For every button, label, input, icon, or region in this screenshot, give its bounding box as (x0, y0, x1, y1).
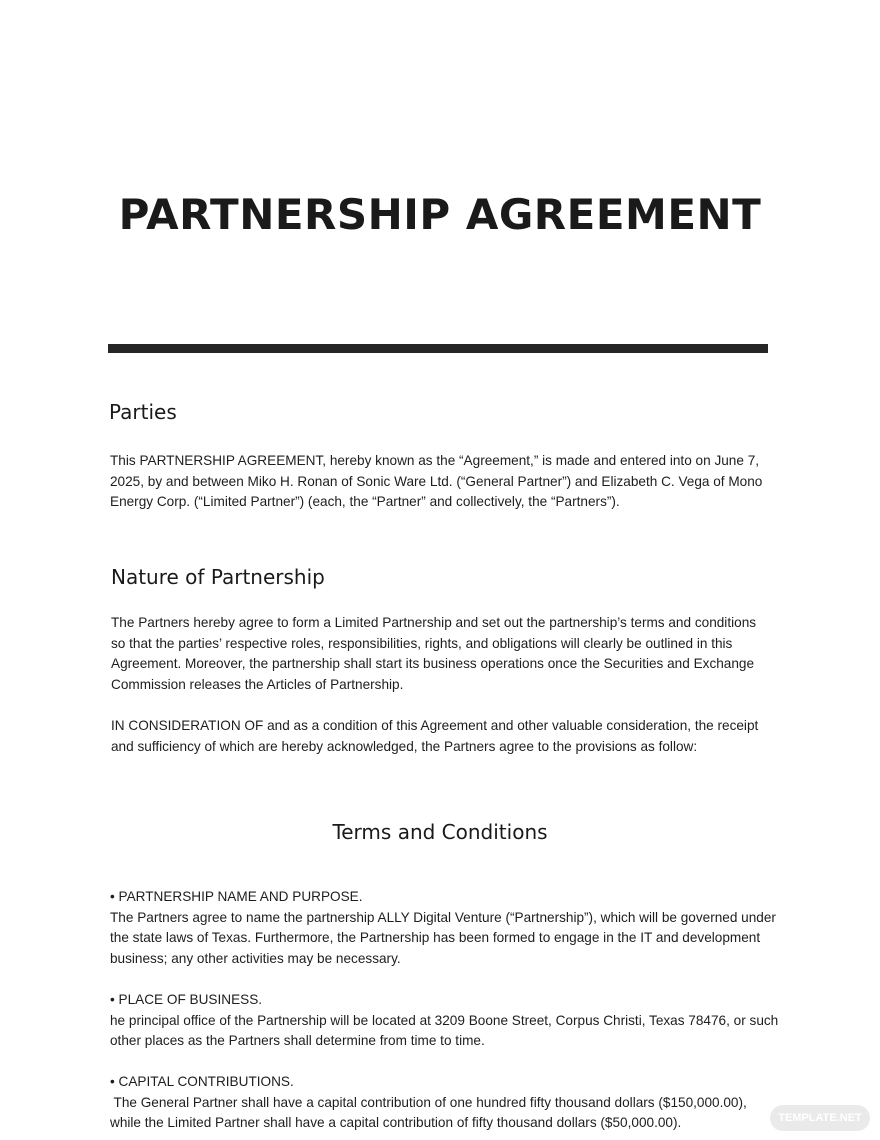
term-item (110, 990, 778, 1052)
text-line: 2025, by and between Miko H. Ronan of Sonic Ware Ltd. (“General Partner”) and Elizabeth C. Vega of Mono (110, 473, 763, 489)
text-line: Agreement. Moreover, the partnership shall start its business operations once the Securities and Exchange (111, 656, 755, 672)
text-line: Energy Corp. (“Limited Partner”) (each, the “Partner” and collectively, the “Partners”). (110, 494, 620, 510)
text-line: so that the parties’ respective roles, responsibilities, rights, and obligations will clearly be outlined in this (111, 635, 733, 651)
nature-paragraph-2 (111, 716, 758, 757)
title-divider (108, 344, 768, 353)
text-line: The General Partner shall have a capital contribution of one hundred fifty thousand dollars ($150,000.00), (110, 1094, 747, 1110)
text-line: This PARTNERSHIP AGREEMENT, hereby known as the “Agreement,” is made and entered into on June 7, (110, 453, 760, 468)
text-line: The Partners hereby agree to form a Limited Partnership and set out the partnership’s terms and conditions (111, 615, 757, 630)
text-line: other places as the Partners shall determine from time to time. (110, 1033, 485, 1049)
text-line: business; any other activities may be necessary. (110, 950, 401, 966)
text-line: and sufficiency of which are hereby acknowledged, the Partners agree to the provisions as follow: (111, 738, 698, 754)
parties-paragraph (110, 451, 762, 513)
text-line: the state laws of Texas. Furthermore, the Partnership has been formed to engage in the IT and development (110, 930, 761, 946)
text-line: he principal office of the Partnership will be located at 3209 Boone Street, Corpus Christi, Texas 78476, or such (110, 1012, 779, 1028)
term-item (110, 887, 776, 969)
terms-heading: Terms and Conditions (332, 820, 548, 844)
term-title: • PARTNERSHIP NAME AND PURPOSE. (110, 889, 363, 904)
watermark-badge: TEMPLATE.NET (770, 1105, 870, 1131)
parties-heading: Parties (109, 400, 177, 424)
term-title: • CAPITAL CONTRIBUTIONS. (110, 1074, 294, 1089)
term-item (110, 1072, 747, 1134)
text-line: IN CONSIDERATION OF and as a condition of this Agreement and other valuable consideration, the receipt (111, 718, 759, 733)
nature-heading: Nature of Partnership (111, 565, 325, 589)
text-line: while the Limited Partner shall have a capital contribution of fifty thousand dollars ($50,000.00). (110, 1115, 682, 1131)
text-line: The Partners agree to name the partnership ALLY Digital Venture (“Partnership”), which will be governed under (110, 909, 776, 925)
nature-paragraph-1 (111, 613, 756, 695)
term-title: • PLACE OF BUSINESS. (110, 992, 263, 1007)
text-line: Commission releases the Articles of Partnership. (111, 676, 404, 692)
document-title: PARTNERSHIP AGREEMENT (118, 190, 762, 239)
